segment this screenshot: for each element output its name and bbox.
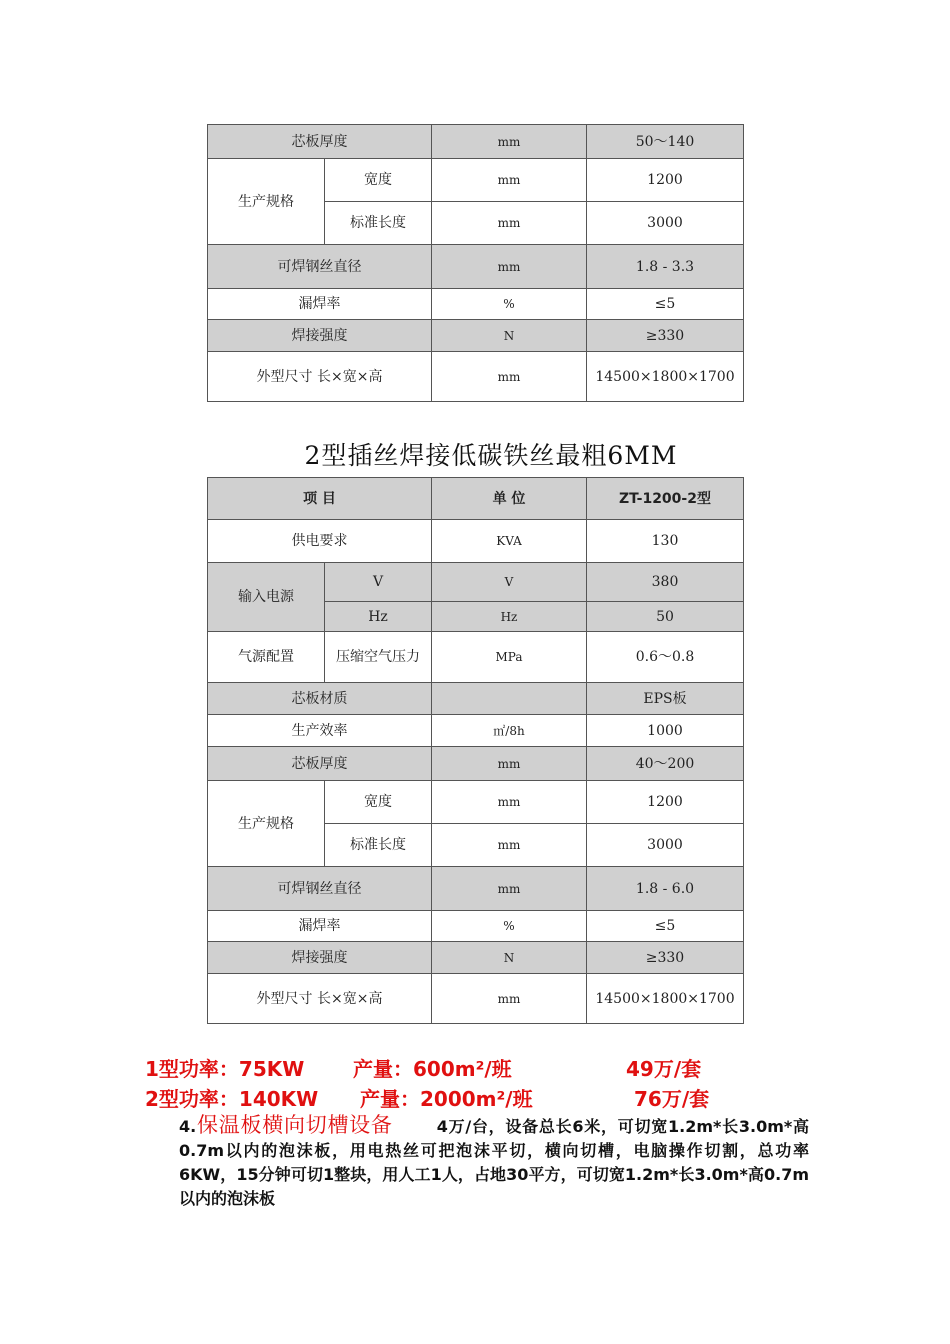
row-unit: mm xyxy=(432,125,587,159)
table-row xyxy=(208,781,744,824)
item4-number: 4. xyxy=(179,1117,197,1136)
table-row xyxy=(208,245,744,289)
row-unit: N xyxy=(432,320,587,352)
type1-price: 49万/套 xyxy=(626,1057,702,1081)
row-label: 标准长度 xyxy=(325,824,432,867)
table-row xyxy=(208,320,744,352)
header-unit: 单 位 xyxy=(432,478,587,520)
type2-power: 2型功率：140KW xyxy=(145,1087,319,1111)
row-label: 焊接强度 xyxy=(208,320,432,352)
row-value: 40～200 xyxy=(587,747,744,781)
row-label: 焊接强度 xyxy=(208,942,432,974)
row-value: 1000 xyxy=(587,715,744,747)
row-value: 1200 xyxy=(587,781,744,824)
item4-body: 4万/台，设备总长6米，可切宽1.2m*长3.0m*高0.7m以内的泡沫板，用电热丝可把泡沫平切，横向切槽，电脑操作切割，总功率6KW，15分钟可切1整块，用人工1人，占地30平方，可切宽1.2m*长3.0m*高0.7m以内的泡沫板 xyxy=(179,1117,809,1208)
table-row xyxy=(208,683,744,715)
group-label: 生产规格 xyxy=(208,159,325,245)
table-row xyxy=(208,289,744,320)
group-label: 输入电源 xyxy=(208,563,325,632)
row-label: 可焊钢丝直径 xyxy=(208,245,432,289)
row-value: ≤5 xyxy=(587,911,744,942)
table-row xyxy=(208,911,744,942)
row-value: 50～140 xyxy=(587,125,744,159)
row-unit: Hz xyxy=(432,602,587,632)
section-title: 2型插丝焊接低碳铁丝最粗6MM xyxy=(304,441,678,470)
row-value: 0.6～0.8 xyxy=(587,632,744,683)
table-row xyxy=(208,159,744,202)
item4-paragraph xyxy=(179,1113,809,1211)
row-value: ≥330 xyxy=(587,942,744,974)
row-label: 生产效率 xyxy=(208,715,432,747)
row-label: 外型尺寸 长×宽×高 xyxy=(208,352,432,402)
table-row xyxy=(208,520,744,563)
type1-power: 1型功率：75KW xyxy=(145,1057,305,1081)
row-value: 1.8 - 3.3 xyxy=(587,245,744,289)
row-unit: V xyxy=(432,563,587,602)
row-unit: KVA xyxy=(432,520,587,563)
row-unit: mm xyxy=(432,867,587,911)
row-label: Hz xyxy=(325,602,432,632)
table-header-row xyxy=(208,478,744,520)
row-unit: N xyxy=(432,942,587,974)
table-row xyxy=(208,715,744,747)
row-label: 宽度 xyxy=(325,781,432,824)
group-label: 生产规格 xyxy=(208,781,325,867)
row-unit: mm xyxy=(432,159,587,202)
row-unit: MPa xyxy=(432,632,587,683)
row-value: 14500×1800×1700 xyxy=(587,974,744,1024)
row-label: 可焊钢丝直径 xyxy=(208,867,432,911)
row-label: 标准长度 xyxy=(325,202,432,245)
row-unit: mm xyxy=(432,747,587,781)
table-row xyxy=(208,974,744,1024)
row-value: 130 xyxy=(587,520,744,563)
row-label: 芯板厚度 xyxy=(208,125,432,159)
row-label: 供电要求 xyxy=(208,520,432,563)
type1-output: 产量：600m²/班 xyxy=(353,1057,512,1081)
row-label: 漏焊率 xyxy=(208,911,432,942)
row-label: 漏焊率 xyxy=(208,289,432,320)
row-value: 14500×1800×1700 xyxy=(587,352,744,402)
table-row xyxy=(208,747,744,781)
row-unit: ㎡/8h xyxy=(432,715,587,747)
table-row xyxy=(208,563,744,602)
row-value: ≥330 xyxy=(587,320,744,352)
row-unit: mm xyxy=(432,202,587,245)
table-row xyxy=(208,632,744,683)
row-label: 芯板厚度 xyxy=(208,747,432,781)
header-model: ZT-1200-2型 xyxy=(587,478,744,520)
row-label: 外型尺寸 长×宽×高 xyxy=(208,974,432,1024)
row-unit: mm xyxy=(432,352,587,402)
row-value: EPS板 xyxy=(587,683,744,715)
row-value: 380 xyxy=(587,563,744,602)
row-value: ≤5 xyxy=(587,289,744,320)
type2-price: 76万/套 xyxy=(634,1087,710,1111)
row-value: 1200 xyxy=(587,159,744,202)
table-row xyxy=(208,352,744,402)
row-label: V xyxy=(325,563,432,602)
row-value: 50 xyxy=(587,602,744,632)
row-unit: mm xyxy=(432,245,587,289)
item4-heading: 保温板横向切槽设备 xyxy=(196,1113,393,1137)
row-value: 3000 xyxy=(587,202,744,245)
row-unit: mm xyxy=(432,824,587,867)
spec-table-1 xyxy=(207,124,744,402)
row-unit: mm xyxy=(432,974,587,1024)
table-row xyxy=(208,867,744,911)
row-unit: % xyxy=(432,289,587,320)
row-unit: % xyxy=(432,911,587,942)
row-unit xyxy=(432,683,587,715)
row-value: 3000 xyxy=(587,824,744,867)
row-label: 芯板材质 xyxy=(208,683,432,715)
type2-output: 产量：2000m²/班 xyxy=(360,1087,533,1111)
row-label: 宽度 xyxy=(325,159,432,202)
row-value: 1.8 - 6.0 xyxy=(587,867,744,911)
group-label: 气源配置 xyxy=(208,632,325,683)
header-item: 项 目 xyxy=(208,478,432,520)
spec-table-2 xyxy=(207,477,744,1024)
row-label: 压缩空气压力 xyxy=(325,632,432,683)
table-row xyxy=(208,942,744,974)
row-unit: mm xyxy=(432,781,587,824)
table-row xyxy=(208,125,744,159)
